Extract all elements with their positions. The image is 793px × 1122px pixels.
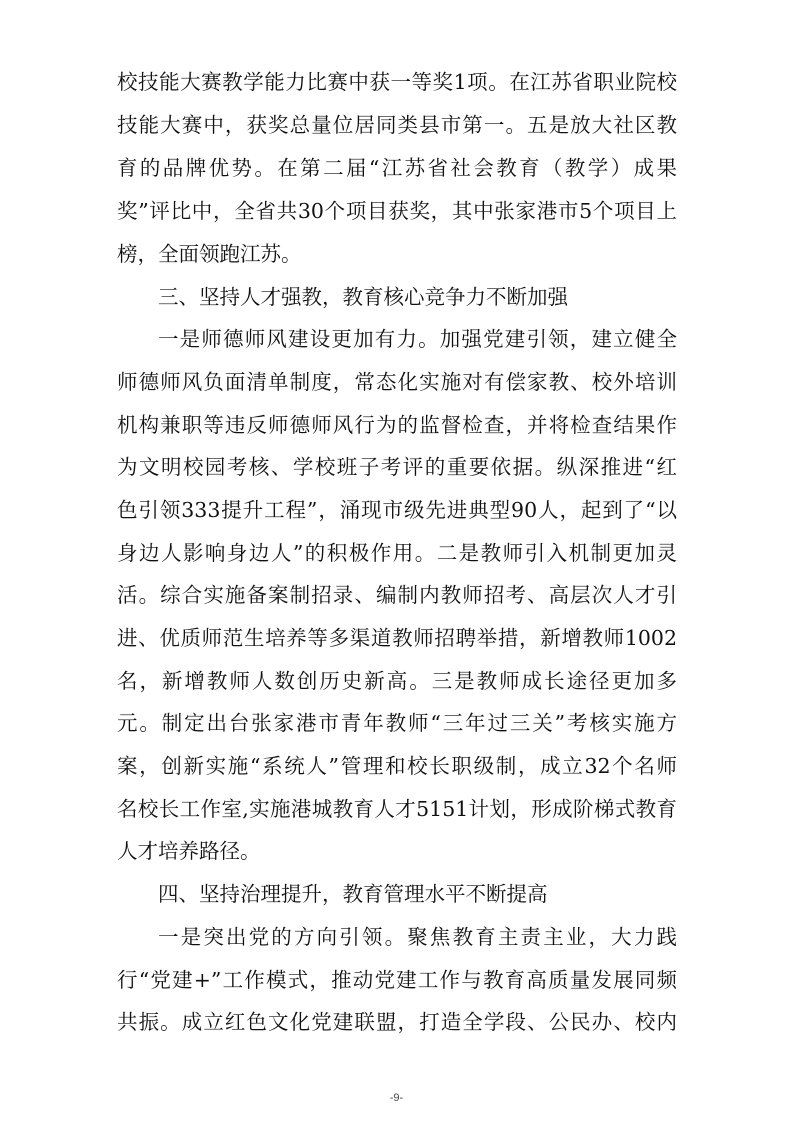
page-number: -9- [389,1092,404,1104]
text-line: 为文明校园考核、学校班子考评的重要依据。纵深推进“红 [117,455,677,479]
text-line: 色引领333提升工程”，涌现市级先进典型90人，起到了“以 [117,498,677,522]
text-line: 师德师风负面清单制度，常态化实施对有偿家教、校外培训 [117,370,677,394]
text-line: 四、坚持治理提升，教育管理水平不断提高 [158,882,548,906]
text-line: 共振。成立红色文化党建联盟，打造全学段、公民办、校内 [117,1010,677,1034]
text-line: 进、优质师范生培养等多渠道教师招聘举措，新增教师1002 [117,626,677,650]
text-line: 三、坚持人才强教，教育核心竞争力不断加强 [158,285,568,309]
text-line: 技能大赛中，获奖总量位居同类县市第一。五是放大社区教 [117,113,677,137]
text-line: 行“党建+”工作模式，推动党建工作与教育高质量发展同频 [117,968,677,992]
text-line: 育的品牌优势。在第二届“江苏省社会教育（教学）成果 [117,156,677,180]
text-line: 校技能大赛教学能力比赛中获一等奖1项。在江苏省职业院校 [117,70,677,94]
text-line: 名，新增教师人数创历史新高。三是教师成长途径更加多 [117,669,677,693]
text-line: 榜，全面领跑江苏。 [117,242,302,266]
text-line: 人才培养路径。 [117,839,261,863]
text-line: 元。制定出台张家港市青年教师“三年过三关”考核实施方 [117,711,677,735]
text-line: 一是突出党的方向引领。聚焦教育主责主业，大力践 [158,925,677,949]
text-line: 机构兼职等违反师德师风行为的监督检查，并将检查结果作 [117,413,677,437]
text-line: 奖”评比中，全省共30个项目获奖，其中张家港市5个项目上 [117,199,677,223]
text-line: 一是师德师风建设更加有力。加强党建引领，建立健全 [158,327,677,351]
text-line: 案，创新实施“系统人”管理和校长职级制，成立32个名师 [117,754,677,778]
text-line: 名校长工作室,实施港城教育人才5151计划，形成阶梯式教育 [117,797,677,821]
text-line: 活。综合实施备案制招录、编制内教师招考、高层次人才引 [117,583,677,607]
text-line: 身边人影响身边人”的积极作用。二是教师引入机制更加灵 [117,541,677,565]
